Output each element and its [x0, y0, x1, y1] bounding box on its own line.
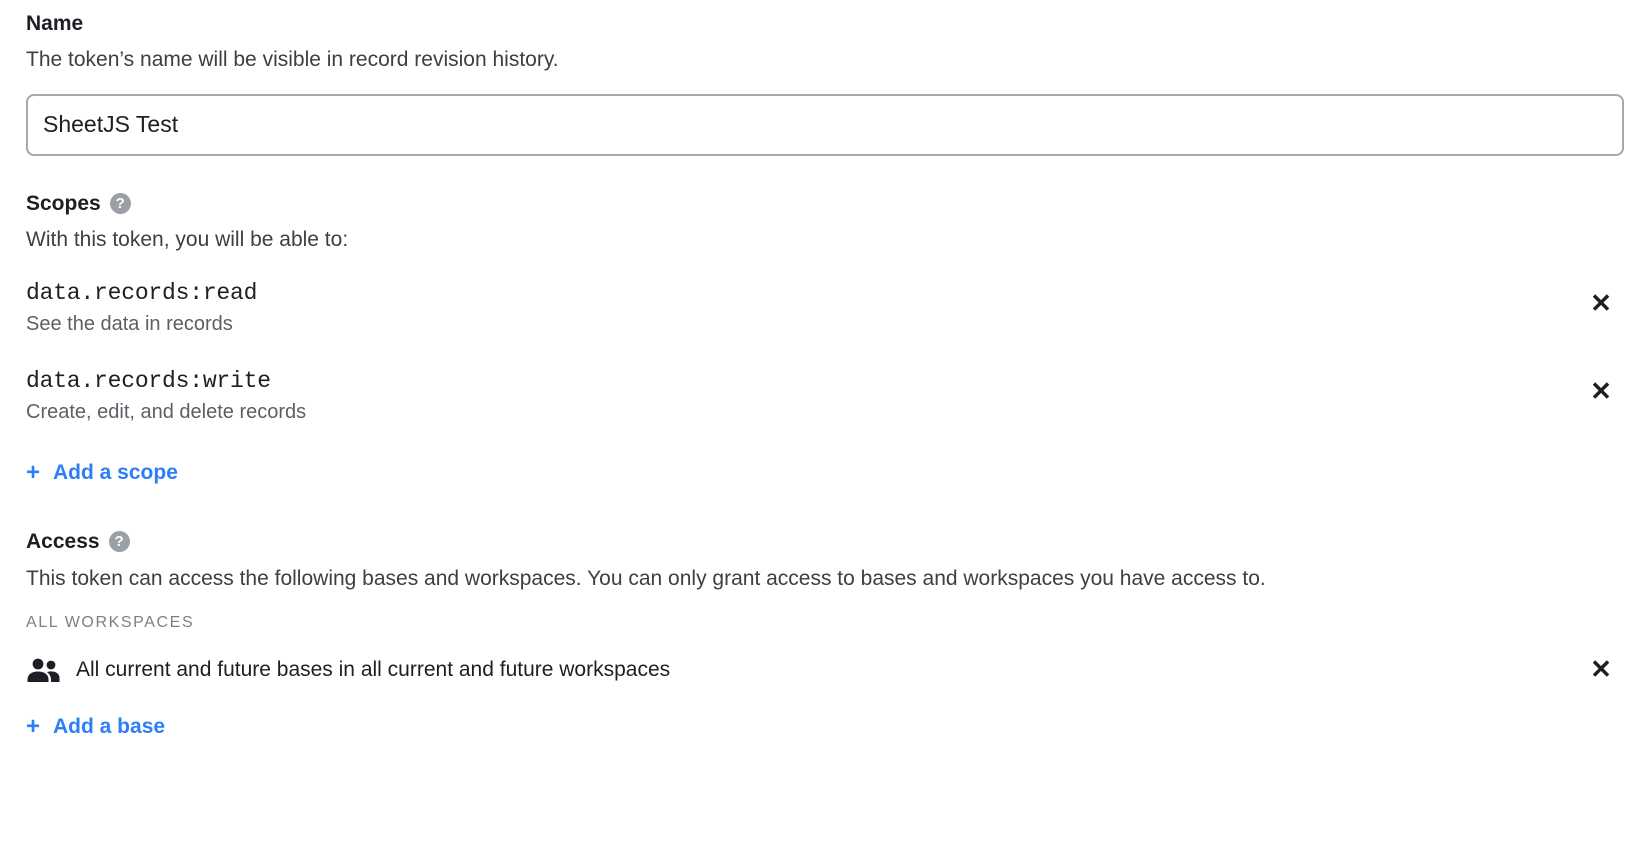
token-name-input[interactable] — [26, 94, 1624, 156]
name-section — [26, 10, 1628, 156]
scope-item — [26, 368, 1628, 430]
workspace-item — [26, 653, 1628, 687]
scope-description: Create, edit, and delete records — [26, 400, 307, 423]
scopes-section — [26, 190, 1628, 486]
scopes-description: With this token, you will be able to: — [26, 227, 349, 251]
name-description: The token’s name will be visible in record revision history. — [26, 48, 559, 72]
scopes-label: Scopes — [26, 191, 101, 215]
scope-description: See the data in records — [26, 312, 233, 335]
add-scope-button[interactable] — [26, 461, 178, 485]
plus-icon: + — [26, 459, 41, 487]
add-base-button[interactable] — [26, 712, 166, 740]
help-icon[interactable]: ? — [109, 531, 130, 552]
workspace-item-label: All current and future bases in all current and future workspaces — [76, 658, 671, 682]
access-section — [26, 528, 1628, 739]
add-scope-label: Add a scope — [53, 461, 178, 485]
access-label: Access — [26, 530, 100, 554]
scopes-heading — [26, 190, 1628, 217]
plus-icon: + — [26, 712, 41, 740]
all-workspaces-label: ALL WORKSPACES — [26, 613, 195, 631]
access-heading — [26, 528, 1628, 555]
scope-name: data.records:read — [26, 280, 258, 307]
remove-scope-icon[interactable]: ✕ — [1588, 290, 1614, 316]
remove-scope-icon[interactable]: ✕ — [1588, 378, 1614, 404]
people-icon — [26, 657, 60, 683]
scope-item — [26, 280, 1628, 342]
name-label: Name — [26, 12, 84, 35]
access-description: This token can access the following bases and workspaces. You can only grant access to bases and workspaces you have access to. — [26, 566, 1266, 590]
help-icon[interactable]: ? — [110, 193, 131, 214]
remove-workspace-icon[interactable]: ✕ — [1588, 656, 1614, 682]
add-base-label: Add a base — [53, 714, 166, 738]
scope-name: data.records:write — [26, 368, 271, 395]
